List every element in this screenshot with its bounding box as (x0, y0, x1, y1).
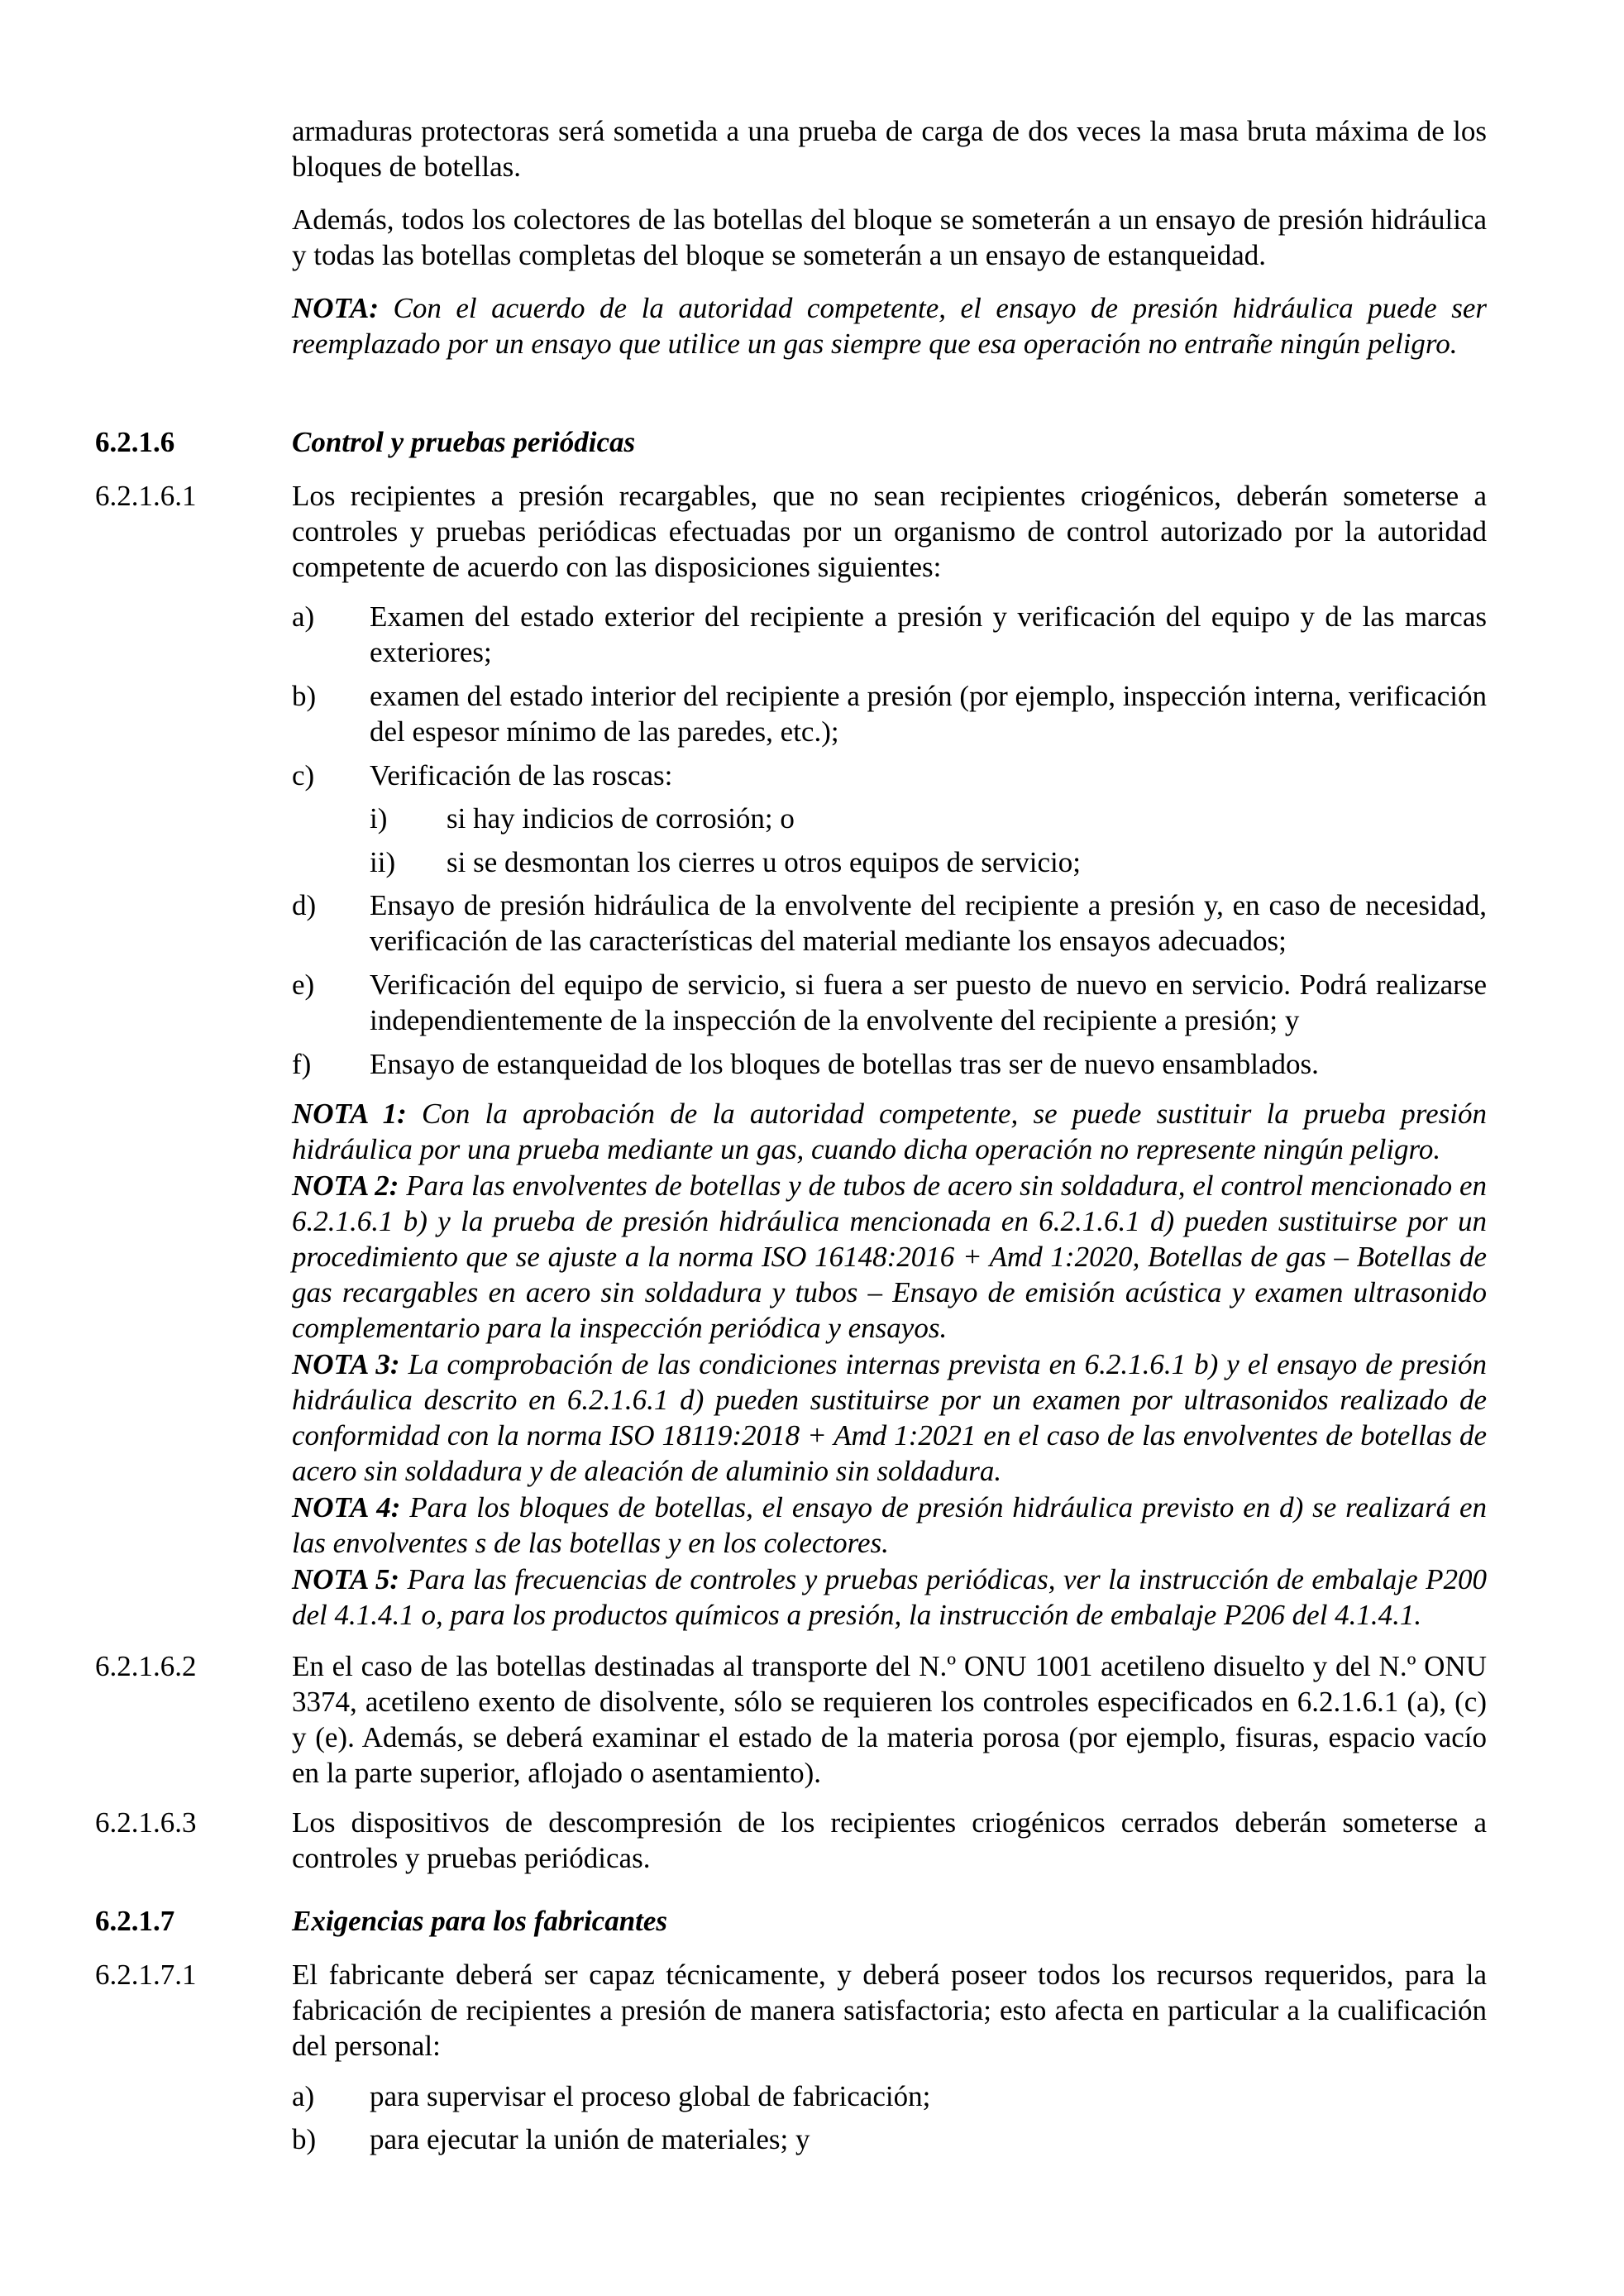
clause-number: 6.2.1.6.2 (95, 1650, 197, 1682)
note-5 (292, 1562, 1487, 1633)
note-label: NOTA 2: (292, 1170, 399, 1202)
sublist-item-text: si se desmontan los cierres u otros equipos de servicio; (447, 846, 1081, 878)
clause-number: 6.2.1.6.1 (95, 480, 197, 512)
section-title: Control y pruebas periódicas (292, 426, 636, 458)
list-item-text: para supervisar el proceso global de fabricación; (370, 2080, 931, 2112)
list-item-label: a) (292, 2080, 315, 2112)
clause-number: 6.2.1.7.1 (95, 1959, 197, 1991)
note-text: Para las envolventes de botellas y de tubos de acero sin soldadura, el control mencionado en 6.2.1.6.1 b) y la prueba de presión hidráulica mencionada en 6.2.1.6.1 d) pueden sustituirse por un procedimiento que se ajuste a la norma ISO 16148:2016 + Amd 1:2020, Botellas de gas – Botellas de gas recargables en acero sin soldadura y tubos – Ensayo de emisión acústica y examen ultrasonido complementario para la inspección periódica y ensayos. (292, 1170, 1487, 1344)
list-item-text: para ejecutar la unión de materiales; y (370, 2123, 810, 2155)
list-item-label: b) (292, 680, 317, 712)
list-item-label: d) (292, 889, 317, 921)
intro-paragraph-2: Además, todos los colectores de las botellas del bloque se someterán a un ensayo de presión hidráulica y todas las botellas completas del bloque se someterán a un ensayo de estanqueidad. (292, 203, 1487, 271)
section-title: Exigencias para los fabricantes (292, 1905, 668, 1937)
list-item-text: Ensayo de estanqueidad de los bloques de botellas tras ser de nuevo ensamblados. (370, 1048, 1319, 1080)
clause-text: El fabricante deberá ser capaz técnicamente, y deberá poseer todos los recursos requeridos, para la fabricación de recipientes a presión de manera satisfactoria; esto afecta en particular a la cualificación del personal: (292, 1959, 1487, 2062)
clause-text: Los dispositivos de descompresión de los recipientes criogénicos cerrados deberán someterse a controles y pruebas periódicas. (292, 1806, 1487, 1874)
list-item-label: a) (292, 600, 315, 633)
list-item-text: Ensayo de presión hidráulica de la envolvente del recipiente a presión y, en caso de necesidad, verificación de las características del material mediante los ensayos adecuados; (370, 889, 1487, 957)
note-label: NOTA: (292, 292, 379, 324)
note-4 (292, 1490, 1487, 1561)
note-label: NOTA 3: (292, 1348, 400, 1380)
note-label: NOTA 1: (292, 1098, 407, 1130)
list-item-text: examen del estado interior del recipiente a presión (por ejemplo, inspección interna, verificación del espesor mínimo de las paredes, etc.); (370, 680, 1487, 748)
note-1 (292, 1096, 1487, 1167)
note-text: Con la aprobación de la autoridad competente, se puede sustituir la prueba presión hidráulica por una prueba mediante un gas, cuando dicha operación no represente ningún peligro. (292, 1098, 1488, 1165)
list-item-label: f) (292, 1048, 312, 1080)
section-number: 6.2.1.7 (95, 1905, 175, 1937)
clause-text: Los recipientes a presión recargables, que no sean recipientes criogénicos, deberán someterse a controles y pruebas periódicas efectuadas por un organismo de control autorizado por la autoridad competente de acuerdo con las disposiciones siguientes: (292, 480, 1487, 583)
sublist-item-label: i) (370, 802, 388, 835)
note-text: Para los bloques de botellas, el ensayo de presión hidráulica previsto en d) se realizará en las envolventes s de las botellas y en los colectores. (292, 1491, 1487, 1559)
note-text: La comprobación de las condiciones internas prevista en 6.2.1.6.1 b) y el ensayo de presión hidráulica descrito en 6.2.1.6.1 d) pueden sustituirse por un examen por ultrasonidos realizado de conformidad con la norma ISO 18119:2018 + Amd 1:2021 en el caso de las envolventes de botellas de acero sin soldadura y de aleación de aluminio sin soldadura. (292, 1348, 1487, 1487)
list-item-text: Verificación de las roscas: (370, 759, 673, 792)
note-2 (292, 1168, 1487, 1346)
clause-number: 6.2.1.6.3 (95, 1806, 197, 1839)
sublist-item-text: si hay indicios de corrosión; o (447, 802, 795, 835)
list-item-label: e) (292, 969, 315, 1001)
note-label: NOTA 4: (292, 1491, 401, 1523)
intro-note (292, 290, 1487, 361)
note-3 (292, 1347, 1487, 1489)
note-text: Con el acuerdo de la autoridad competente, el ensayo de presión hidráulica puede ser reemplazado por un ensayo que utilice un gas siempre que esa operación no entrañe ningún peligro. (292, 292, 1487, 360)
list-item-label: c) (292, 759, 315, 792)
list-item-label: b) (292, 2123, 317, 2155)
note-text: Para las frecuencias de controles y pruebas periódicas, ver la instrucción de embalaje P200 del 4.1.4.1 o, para los productos químicos a presión, la instrucción de embalaje P206 del 4.1.4.1. (292, 1563, 1487, 1631)
note-label: NOTA 5: (292, 1563, 400, 1595)
sublist-item-label: ii) (370, 846, 396, 878)
clause-text: En el caso de las botellas destinadas al transporte del N.º ONU 1001 acetileno disuelto y del N.º ONU 3374, acetileno exento de disolvente, sólo se requieren los controles especificados en 6.2.1.6.1 (a), (c) y (e). Además, se deberá examinar el estado de la materia porosa (por ejemplo, fisuras, espacio vacío en la parte superior, aflojado o asentamiento). (292, 1650, 1487, 1789)
list-item-text: Examen del estado exterior del recipiente a presión y verificación del equipo y de las marcas exteriores; (370, 600, 1487, 668)
list-item-text: Verificación del equipo de servicio, si fuera a ser puesto de nuevo en servicio. Podrá realizarse independientemente de la inspección de la envolvente del recipiente a presión; y (370, 969, 1487, 1036)
section-number: 6.2.1.6 (95, 426, 175, 458)
intro-paragraph-1: armaduras protectoras será sometida a una prueba de carga de dos veces la masa bruta máxima de los bloques de botellas. (292, 115, 1487, 183)
